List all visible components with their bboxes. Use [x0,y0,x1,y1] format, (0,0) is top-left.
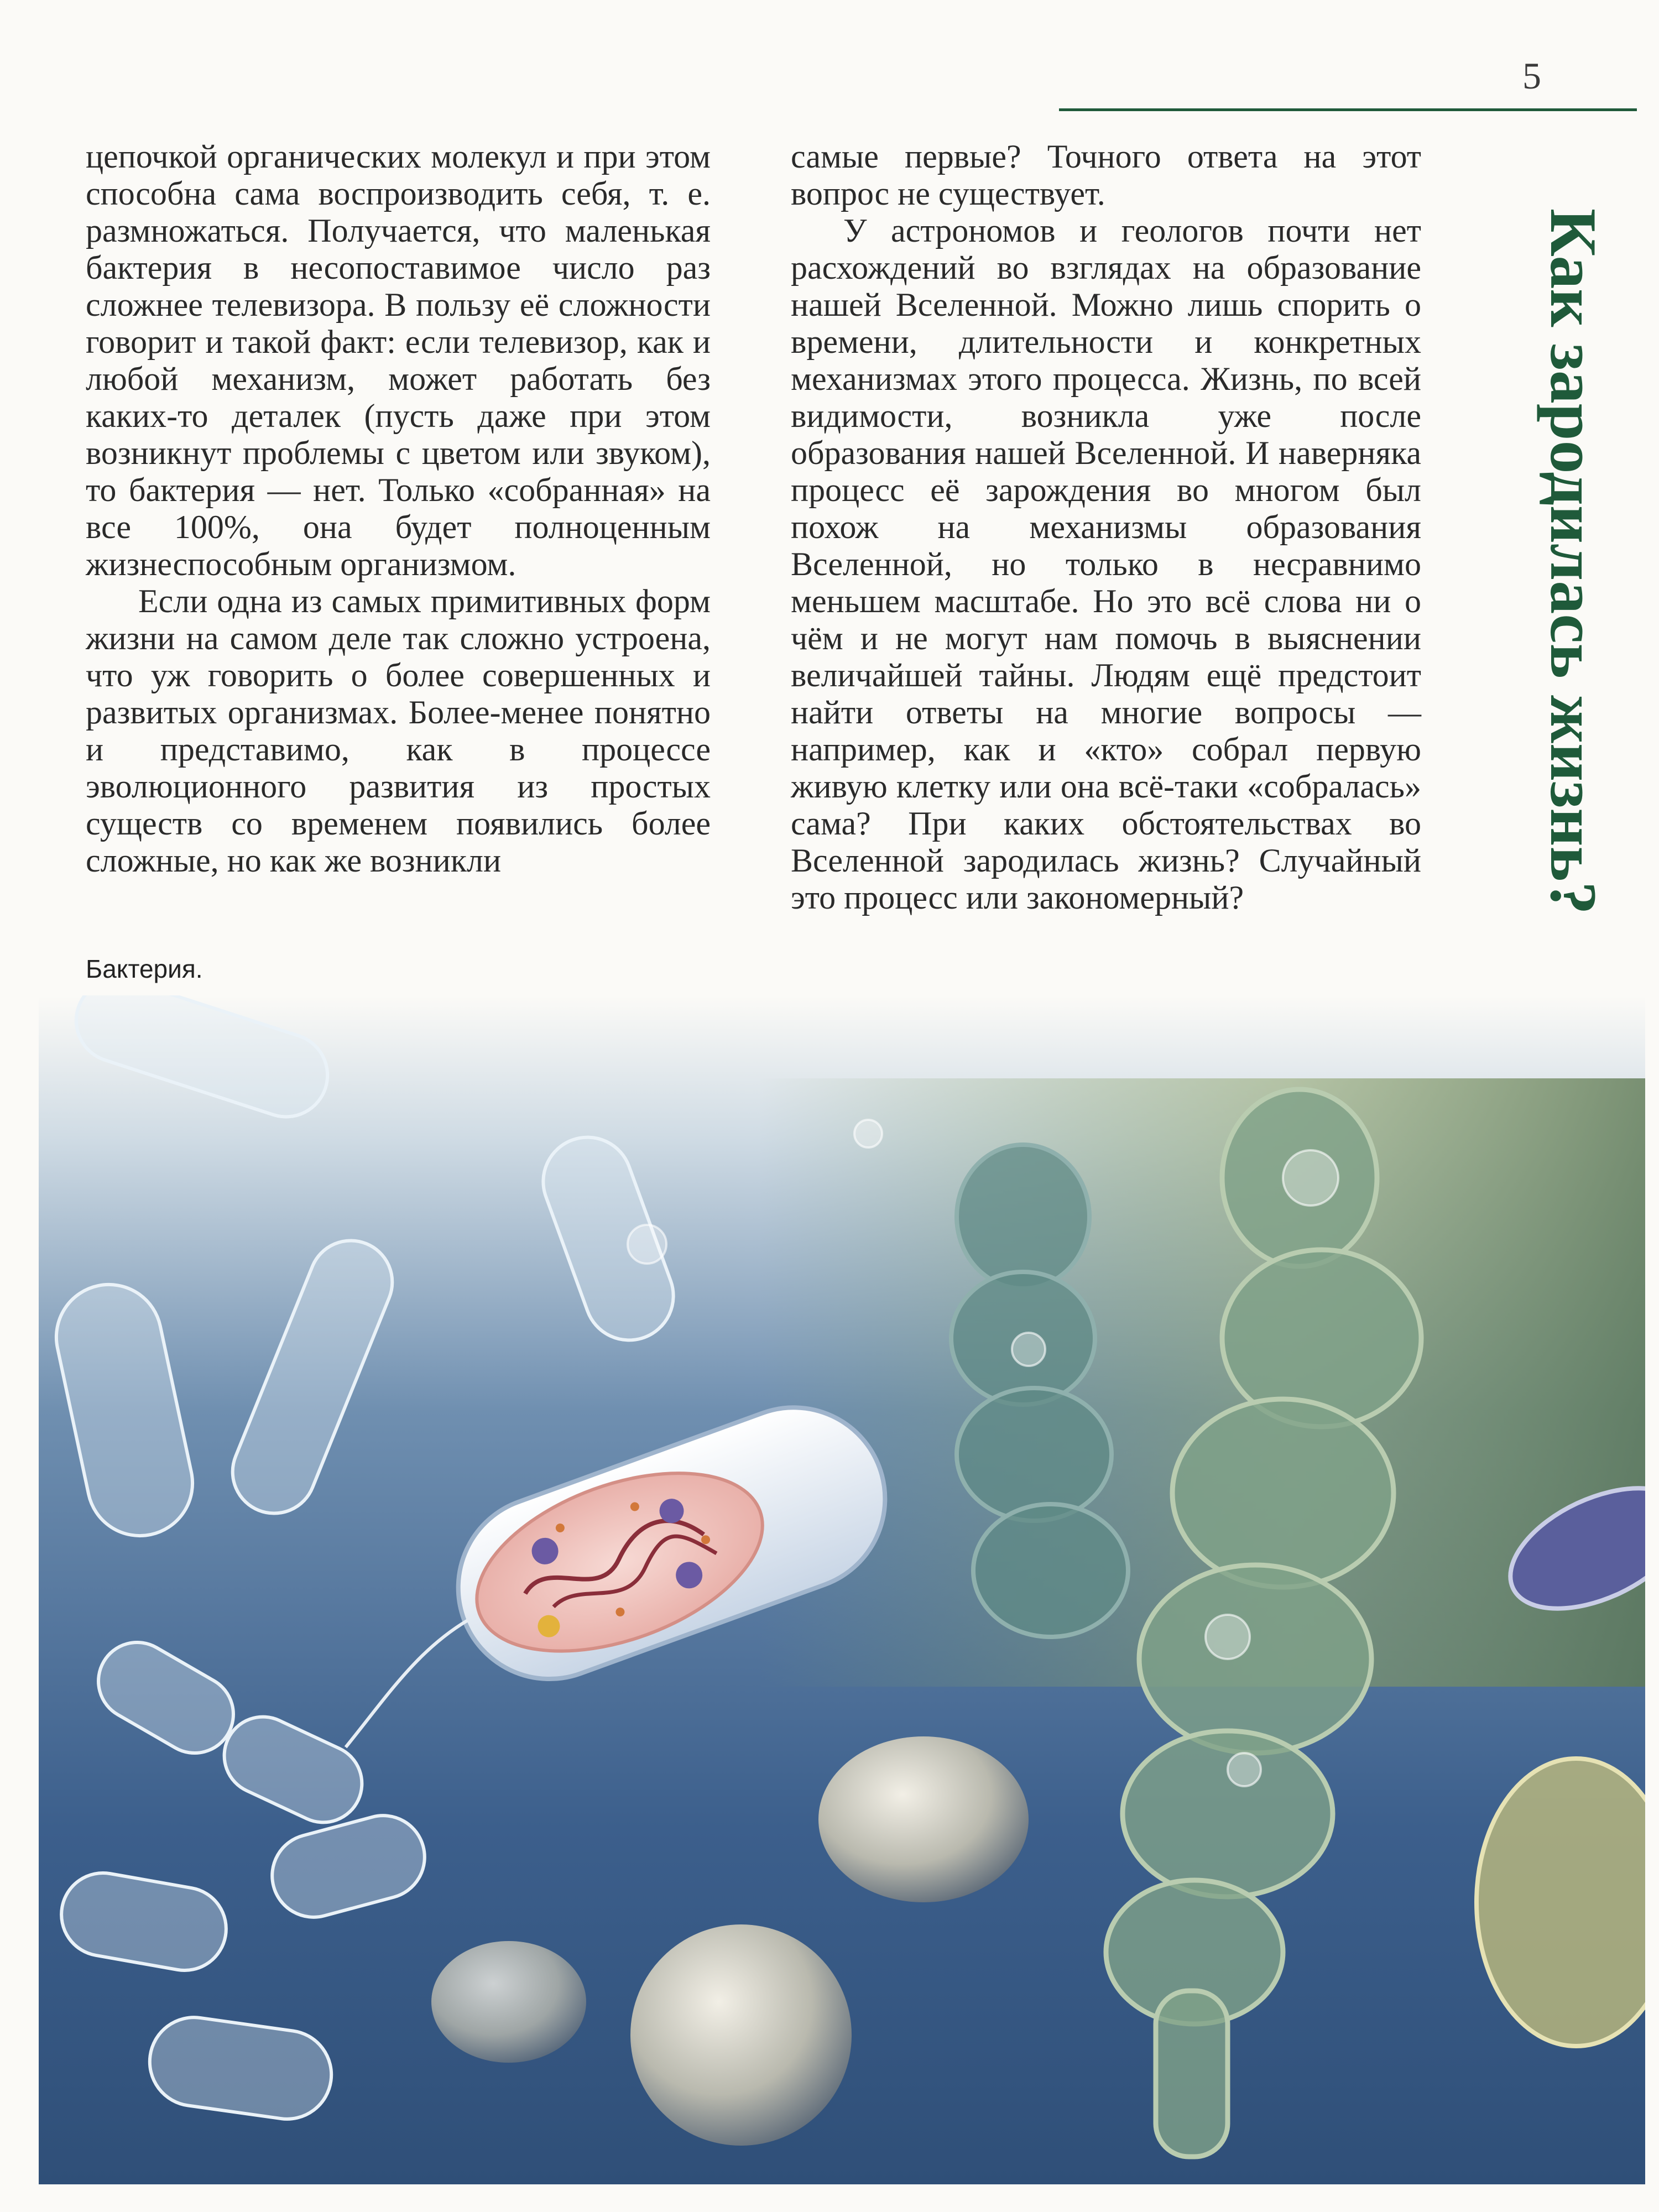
page-number: 5 [1522,55,1541,97]
header-rule [1059,108,1637,111]
left-paragraph-2: Если одна из самых примитивных форм жизни на самом деле так сложно устроена, что уж говорить о более совершенных и развитых организмах. Более-менее понятно и представимо, как в процессе эволюционного развития из простых существ со временем появились более сложные, но как же возникли [86,583,711,879]
chapter-title: Как зародилась жизнь? [1537,208,1610,915]
left-text-column [86,138,711,879]
chapter-title-vertical [1504,141,1642,982]
illustration-caption: Бактерия. [86,954,203,983]
bacteria-illustration-art [39,995,1645,2184]
left-paragraph-1: цепочкой органических молекул и при этом способна сама воспроизводить себя, т. е. размножаться. Получается, что маленькая бактерия в несопоставимое число раз сложнее телевизора. В пользу её сложности говорит и такой факт: если телевизор, как и любой механизм, может работать без каких-то деталек (пусть даже при этом возникнут проблемы с цветом или звуком), то бактерия — нет. Только «собранная» на все 100%, она будет полноценным жизнеспособным организмом. [86,138,711,582]
right-paragraph-2: У астрономов и геологов почти нет расхождений во взглядах на образование нашей Вселенной. Можно лишь спорить о времени, длительности и конкретных механизмах этого процесса. Жизнь, по всей видимости, возникла уже после образования нашей Вселенной. И наверняка процесс её зарождения во многом был похож на механизмы образования Вселенной, но только в несравнимо меньшем масштабе. Но это всё слова ни о чём и не могут нам помочь в выяснении величайшей тайны. Людям ещё предстоит найти ответы на многие вопросы — например, как и «кто» собрал первую живую клетку или она всё-таки «собралась» сама? При каких обстоятельствах во Вселенной зародилась жизнь? Случайный это процесс или закономерный? [791,212,1421,916]
right-paragraph-1: самые первые? Точного ответа на этот вопрос не существует. [791,138,1421,212]
right-text-column [791,138,1421,916]
bacteria-illustration [39,995,1645,2184]
